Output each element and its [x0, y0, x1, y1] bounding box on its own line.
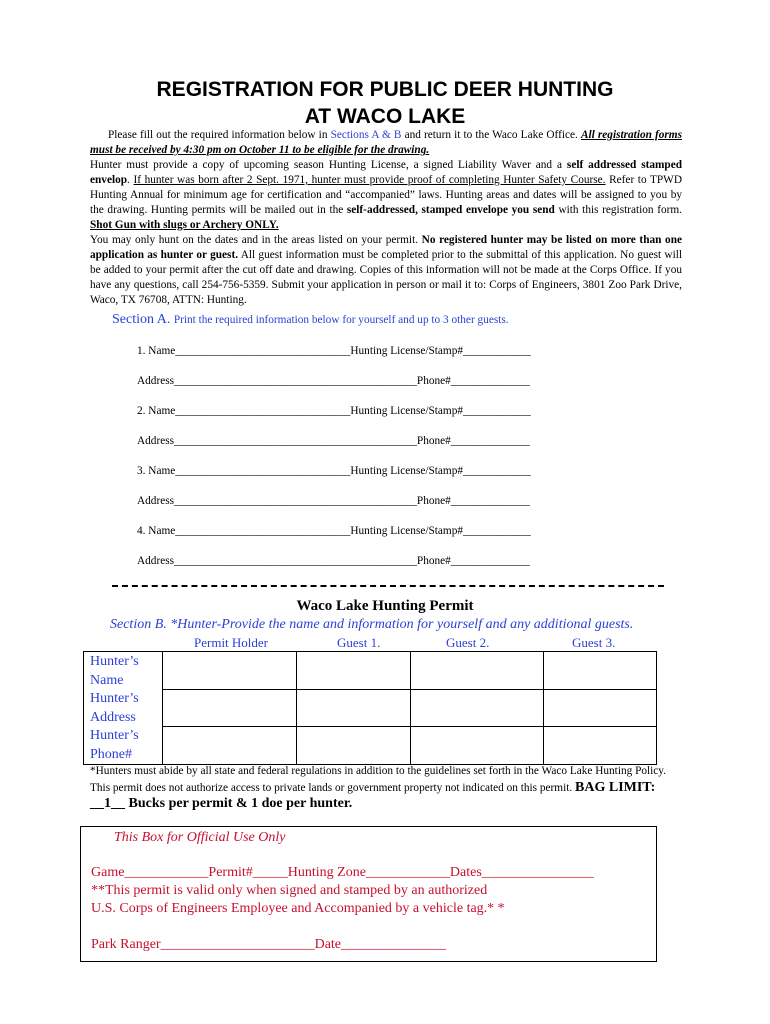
bag-limit: BAG LIMIT: __1__ Bucks per permit & 1 doe per hunter. — [90, 779, 656, 811]
guest-2-cell[interactable] — [411, 652, 544, 690]
hunter-2-address-field[interactable]: Address___________________________________________Phone#______________ — [137, 435, 530, 447]
guest-2-cell[interactable] — [411, 727, 544, 765]
requirements-text: . — [127, 174, 134, 186]
weapons-restriction: Shot Gun with slugs or Archery ONLY. — [90, 219, 279, 231]
guest-1-cell[interactable] — [297, 727, 411, 765]
hunter-2-name-field[interactable]: 2. Name_______________________________Hunting License/Stamp#____________ — [137, 405, 531, 417]
permit-holder-cell[interactable] — [163, 727, 297, 765]
official-game-permit-line[interactable]: Game____________Permit#_____Hunting Zone____________Dates________________ — [91, 865, 594, 880]
envelope-requirement: self-addressed, stamped envelope you send — [346, 204, 555, 216]
hunter-4-address-field[interactable]: Address___________________________________________Phone#______________ — [137, 555, 530, 567]
row-label-phone: Hunter’s Phone# — [90, 728, 139, 762]
deadline-notice: All registration forms must be received by 4:30 pm on October 11 to be eligible for the drawing. — [90, 129, 682, 156]
row-label-address: Hunter’s Address — [90, 691, 139, 725]
column-guest-3: Guest 3. — [572, 635, 616, 650]
hunter-3-name-field[interactable]: 3. Name_______________________________Hunting License/Stamp#____________ — [137, 465, 531, 477]
validity-notice-2: U.S. Corps of Engineers Employee and Accompanied by a vehicle tag.* * — [91, 901, 505, 916]
permit-title: Waco Lake Hunting Permit — [296, 598, 474, 614]
rules-text: You may only hunt on the dates and in the areas listed on your permit. — [90, 234, 422, 246]
requirements-text: Refer to TPWD Hunting Annual for minimum age for certification and “accompanied” laws. Hunting areas and dates will be assigned to you by the drawing. Hunting permits will be mailed out in the — [90, 174, 682, 216]
validity-notice: **This permit is valid only when signed and stamped by an authorized — [91, 883, 488, 898]
section-a-label: Section A. — [112, 312, 171, 327]
hunter-1-address-field[interactable]: Address___________________________________________Phone#______________ — [137, 375, 530, 387]
page-title-line1: REGISTRATION FOR PUBLIC DEER HUNTING — [156, 78, 614, 101]
permit-holder-cell[interactable] — [163, 689, 297, 727]
requirements-text: with this registration form. — [554, 204, 682, 216]
row-labels — [84, 652, 163, 765]
permit-holder-cell[interactable] — [163, 652, 297, 690]
regulations-text: *Hunters must abide by all state and federal regulations in addition to the guidelines set forth in the Waco Lake Hunting Policy. This permit does not authorize access to private lands or government property not indicated on this permit. — [90, 765, 667, 794]
row-label-name: Hunter’s Name — [90, 654, 139, 688]
intro-text: Please fill out the required information below in — [108, 129, 331, 141]
page-title-line2: AT WACO LAKE — [304, 105, 466, 128]
requirements-text: Hunter must provide a copy of upcoming season Hunting License, a signed Liability Waver and a — [90, 159, 567, 171]
section-a-instruction: Print the required information below for yourself and up to 3 other guests. — [173, 314, 509, 326]
guest-2-cell[interactable] — [411, 689, 544, 727]
regulations-note — [90, 764, 680, 813]
official-use-heading: This Box for Official Use Only — [114, 830, 286, 845]
intro-text: and return it to the Waco Lake Office. — [401, 129, 581, 141]
guest-3-cell[interactable] — [544, 652, 657, 690]
rules-text: All guest information must be completed prior to the submittal of this application. No guest will be added to your permit after the cut off date and drawing. Copies of this information will not be made at the Corps Office. If you have any questions, call 254-756-5359. Submit your application in person or mail it to: Corps of Engineers, 3801 Zoo Park Drive, Waco, TX 76708, ATTN: Hunting. — [90, 249, 682, 306]
guest-3-cell[interactable] — [544, 689, 657, 727]
hunter-1-name-field[interactable]: 1. Name_______________________________Hunting License/Stamp#____________ — [137, 345, 531, 357]
hunter-3-address-field[interactable]: Address___________________________________________Phone#______________ — [137, 495, 530, 507]
safety-course-requirement: If hunter was born after 2 Sept. 1971, hunter must provide proof of completing Hunter Safety Course. — [133, 174, 606, 186]
section-b-instruction: Section B. *Hunter-Provide the name and information for yourself and any additional guests. — [110, 617, 634, 632]
guest-1-cell[interactable] — [297, 689, 411, 727]
column-permit-holder: Permit Holder — [194, 635, 269, 650]
single-application-rule: No registered hunter may be listed on more than one application as hunter or guest. — [90, 234, 682, 261]
hunter-4-name-field[interactable]: 4. Name_______________________________Hunting License/Stamp#____________ — [137, 525, 531, 537]
column-guest-1: Guest 1. — [337, 635, 381, 650]
park-ranger-signature-line[interactable]: Park Ranger______________________Date_______________ — [91, 937, 447, 952]
intro-instructions — [90, 128, 682, 308]
guest-1-cell[interactable] — [297, 652, 411, 690]
sections-reference: Sections A & B — [330, 129, 402, 141]
cut-line-divider — [112, 585, 664, 587]
envelope-requirement: self addressed stamped envelop — [90, 159, 682, 186]
column-guest-2: Guest 2. — [446, 635, 490, 650]
permit-table — [83, 651, 657, 765]
official-use-box — [80, 826, 657, 962]
guest-3-cell[interactable] — [544, 727, 657, 765]
section-a-heading — [112, 312, 509, 328]
